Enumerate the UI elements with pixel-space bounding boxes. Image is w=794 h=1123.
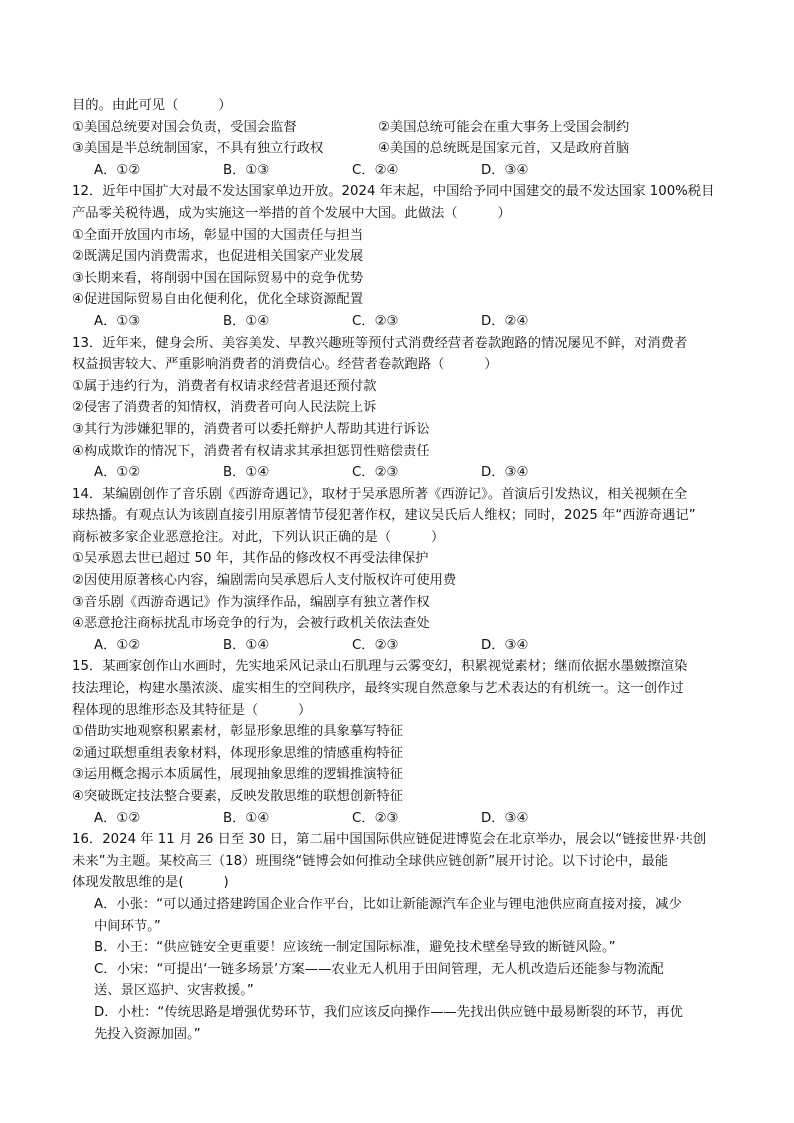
q15-option-d: D．③④	[481, 810, 529, 826]
q16-option-a-line-2: 中间环节。”	[94, 918, 161, 934]
q12-stem-line-2: 产品零关税待遇，成为实施这一举措的首个发展中大国。此做法（ ）	[72, 205, 511, 221]
q11-option-a: A．①②	[94, 162, 141, 178]
q14-stem-line-1: 14．某编剧创作了音乐剧《西游奇遇记》，取材于吴承恩所著《西游记》。首演后引发热议，相关视频在全	[72, 486, 688, 502]
q16-option-b-line-1: B．小王：“供应链安全更重要！应该统一制定国际标准，避免技术壁垒导致的断链风险。”	[94, 940, 616, 956]
q15-option-b: B．①④	[223, 810, 270, 826]
q12-option-a: A．①③	[94, 313, 141, 329]
q15-statement-3: ③运用概念揭示本质属性，展现抽象思维的逻辑推演特征	[72, 767, 404, 783]
q14-statement-1: ①吴承恩去世已超过 50 年，其作品的修改权不再受法律保护	[72, 551, 429, 567]
q12-statement-3: ③长期来看，将削弱中国在国际贸易中的竞争优势	[72, 270, 364, 286]
q11-option-b: B．①③	[223, 162, 270, 178]
q12-option-c: C．②③	[352, 313, 399, 329]
q15-stem-line-2: 技法理论，构建水墨浓淡、虚实相生的空间秩序，最终实现自然意象与艺术表达的有机统一。这一创作过	[72, 681, 684, 697]
q12-option-b: B．①④	[223, 313, 270, 329]
q16-option-a-line-1: A．小张：“可以通过搭建跨国企业合作平台，比如让新能源汽车企业与锂电池供应商直接对接，减少	[94, 896, 682, 912]
q14-option-d: D．③④	[481, 637, 529, 653]
q14-stem-line-2: 球热播。有观点认为该剧直接引用原著情节侵犯著作权，建议吴氏后人维权；同时，2025 年“西游奇遇记”	[72, 508, 696, 524]
q15-statement-2: ②通过联想重组表象材料，体现形象思维的情感重构特征	[72, 745, 404, 761]
q16-stem-line-3: 体现发散思维的是( )	[72, 875, 229, 891]
q13-statement-4: ④构成欺诈的情况下，消费者有权请求其承担惩罚性赔偿责任	[72, 443, 430, 459]
q14-options	[72, 635, 732, 657]
q12-statement-2: ②既满足国内消费需求，也促进相关国家产业发展	[72, 249, 364, 265]
q14-statement-4: ④恶意抢注商标扰乱市场竞争的行为，会被行政机关依法查处	[72, 616, 430, 632]
q16-stem-line-2: 未来”为主题。某校高三（18）班围绕“链博会如何推动全球供应链创新”展开讨论。以下讨论中，最能	[72, 853, 669, 869]
q11-option-c: C．②④	[352, 162, 399, 178]
q13-statement-3: ③其行为涉嫌犯罪的，消费者可以委托辩护人帮助其进行诉讼	[72, 421, 430, 437]
q16-option-d-line-1: D．小杜：“传统思路是增强优势环节，我们应该反向操作——先找出供应链中最易断裂的环节，再优	[94, 1004, 683, 1020]
q14-option-c: C．②③	[352, 637, 399, 653]
q11-statements-row-1	[72, 117, 732, 139]
q13-stem-line-2: 权益损害较大、严重影响消费者的消费信心。经营者卷款跑路（ ）	[72, 357, 498, 373]
q14-stem-line-3: 商标被多家企业恶意抢注。对此，下列认识正确的是（ ）	[72, 529, 445, 545]
q15-options	[72, 808, 732, 830]
q13-option-b: B．①④	[223, 465, 270, 481]
q16-option-d-line-2: 先投入资源加固。”	[94, 1026, 201, 1042]
q13-stem-line-1: 13．近年来，健身会所、美容美发、早教兴趣班等预付式消费经营者卷款跑路的情况屡见不鲜，对消费者	[72, 335, 688, 351]
q11-options	[72, 160, 732, 182]
q15-stem-line-1: 15．某画家创作山水画时，先实地采风记录山石肌理与云雾变幻，积累视觉素材；继而依据水墨皴擦渲染	[72, 659, 688, 675]
q11-statement-2: ②美国总统可能会在重大事务上受国会制约	[378, 119, 630, 135]
q11-statement-3: ③美国是半总统制国家，不具有独立行政权	[72, 141, 324, 157]
q15-stem-line-3: 程体现的思维形态及其特征是（ ）	[72, 702, 312, 718]
q15-option-c: C．②③	[352, 810, 399, 826]
q12-statement-1: ①全面开放国内市场，彰显中国的大国责任与担当	[72, 227, 364, 243]
q14-option-a: A．①②	[94, 637, 141, 653]
q13-option-a: A．①②	[94, 465, 141, 481]
q11-option-d: D．③④	[481, 162, 529, 178]
q13-option-c: C．②③	[352, 465, 399, 481]
q13-option-d: D．③④	[481, 465, 529, 481]
q15-statement-1: ①借助实地观察积累素材，彰显形象思维的具象摹写特征	[72, 724, 404, 740]
q12-stem-line-1: 12．近年中国扩大对最不发达国家单边开放。2024 年末起，中国给予同中国建交的最不发达国家 100%税目	[72, 184, 715, 200]
q11-statements-row-2	[72, 138, 732, 160]
q14-option-b: B．①④	[223, 637, 270, 653]
q13-options	[72, 462, 732, 484]
q11-statement-1: ①美国总统要对国会负责，受国会监督	[72, 119, 297, 135]
q12-statement-4: ④促进国际贸易自由化便利化，优化全球资源配置	[72, 292, 364, 308]
q16-option-c-line-1: C．小宋：“可提出‘一链多场景’方案——农业无人机用于田间管理，无人机改造后还能参与物流配	[94, 961, 664, 977]
q15-statement-4: ④突破既定技法整合要素，反映发散思维的联想创新特征	[72, 789, 404, 804]
q16-option-c-line-2: 送、景区巡护、灾害救援。”	[94, 983, 254, 999]
q12-option-d: D．②④	[481, 313, 529, 329]
q14-statement-3: ③音乐剧《西游奇遇记》作为演绎作品，编剧享有独立著作权	[72, 594, 430, 610]
q15-option-a: A．①②	[94, 810, 141, 826]
q14-statement-2: ②因使用原著核心内容，编剧需向吴承恩后人支付版权许可使用费	[72, 573, 457, 589]
exam-page	[72, 95, 732, 1045]
q11-stem: 目的。由此可见（ ）	[72, 98, 232, 113]
q12-options	[72, 311, 732, 333]
q16-stem-line-1: 16．2024 年 11 月 26 日至 30 日，第二届中国国际供应链促进博览会在北京举办，展会以“链接世界·共创	[72, 832, 707, 848]
q13-statement-1: ①属于违约行为，消费者有权请求经营者退还预付款	[72, 378, 377, 394]
q13-statement-2: ②侵害了消费者的知情权，消费者可向人民法院上诉	[72, 400, 377, 416]
q11-statement-4: ④美国的总统既是国家元首，又是政府首脑	[378, 141, 630, 157]
